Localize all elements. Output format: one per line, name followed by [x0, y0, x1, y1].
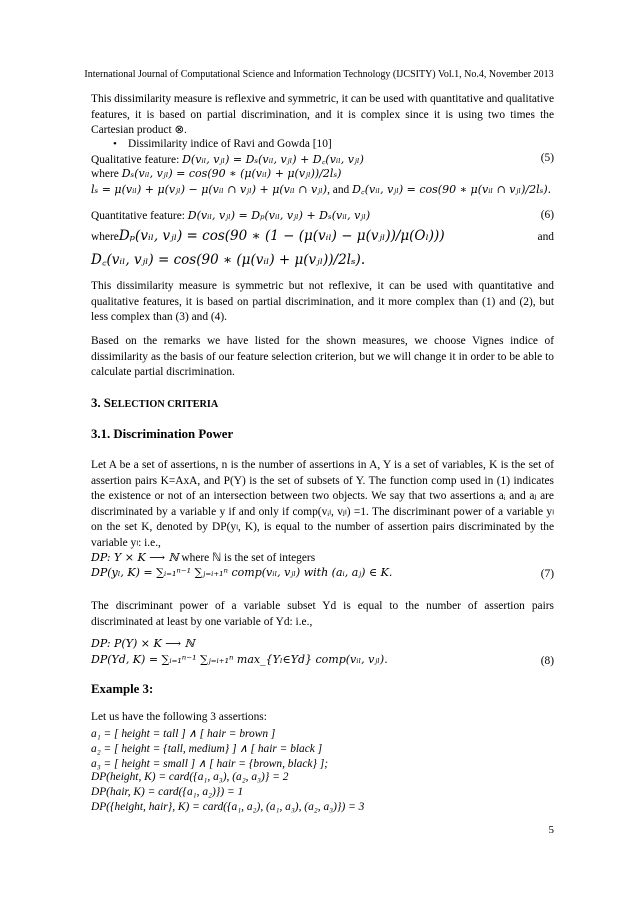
where-label: where: [91, 168, 122, 180]
equation-7: DP(yₗ, K) = ∑ᵢ₌₁ⁿ⁻¹ ∑ⱼ₌ᵢ₊₁ⁿ comp(vᵢₗ, vⱼₗ) with (aᵢ, aⱼ) ∈ K.: [91, 566, 393, 579]
equation-number-7: (7): [540, 568, 554, 580]
dp-map-line: [91, 550, 315, 564]
dp2-map-line: [91, 637, 195, 650]
example-line: DP(height, K) = card({a₁, a₃), (a₂, a₃)} = 2: [91, 771, 289, 783]
ls-equation: lₛ = μ(vᵢₗ) + μ(vⱼₗ) − μ(vᵢₗ ∩ vⱼₗ) + μ(vᵢₗ ∩ vⱼₗ): [91, 183, 328, 196]
quantitative-label: Quantitative feature:: [91, 210, 188, 222]
example-line: a₁ = [ height = tall ] ∧ [ hair = brown ]: [91, 728, 276, 740]
quantitative-line: [91, 209, 370, 222]
dc2-equation: D꜀(vᵢₗ, vⱼₗ) = cos(90 ∗ (μ(vᵢₗ) + μ(vⱼₗ))/2lₛ).: [91, 252, 366, 268]
paragraph-3: Based on the remarks we have listed for the shown measures, we choose Vignes indice of dissimilarity as the basis of our feature selection criterion, but we will change it in order to be able to calculate partial discrimination.: [91, 335, 554, 379]
example-3-heading: Example 3:: [91, 682, 154, 696]
and-label: and: [537, 231, 554, 243]
journal-header: International Journal of Computational Science and Information Technology (IJCSITY) Vol.1, No.4, November 2013: [84, 69, 554, 80]
bullet-ravi-gowda: Dissimilarity indice of Ravi and Gowda [10]: [128, 138, 332, 150]
ls-line: [91, 182, 551, 197]
ds-equation: Dₛ(vᵢₗ, vⱼₗ) = cos(90 ∗ (μ(vᵢₗ) + μ(vⱼₗ))/2lₛ): [121, 167, 342, 180]
page-number: 5: [548, 824, 554, 836]
and-text: , and: [327, 184, 353, 196]
paragraph-1: This dissimilarity measure is reflexive and symmetric, it can be used with quantitative and qualitative features, it is based on partial discrimination, and it is complex since it is using two times the Cartesian product ⊗.: [91, 93, 554, 137]
qualitative-line: [91, 152, 364, 167]
example-line: a₃ = [ height = small ] ∧ [ hair = {brown, black} ];: [91, 758, 329, 770]
equation-6: D(vᵢₗ, vⱼₗ) = Dₚ(vᵢₗ, vⱼₗ) + Dₛ(vᵢₗ, vⱼₗ): [187, 209, 371, 222]
bullet-icon: •: [113, 138, 117, 150]
where-label-2: where: [91, 231, 119, 243]
example-line: DP({height, hair}, K) = card({a₁, a₂), (a₁, a₃), (a₂, a₃)}) = 3: [91, 801, 365, 813]
dp2-eq-line: [91, 653, 388, 666]
where-line-1: [91, 167, 341, 180]
example-line: DP(hair, K) = card({a₁, a₂)}) = 1: [91, 786, 244, 798]
equation-5: D(vᵢₗ, vⱼₗ) = Dₛ(vᵢₗ, vⱼₗ) + D꜀(vᵢₗ, vⱼₗ): [182, 153, 364, 166]
example-intro: Let us have the following 3 assertions:: [91, 711, 267, 723]
equation-8: DP(Yd, K) = ∑ᵢ₌₁ⁿ⁻¹ ∑ⱼ₌ᵢ₊₁ⁿ max_{Yₗ∈Yd} comp(vᵢₗ, vⱼₗ).: [91, 653, 388, 666]
paragraph-5: The discriminant power of a variable subset Yd is equal to the number of assertion pairs discriminated at least by one variable of Yd: i.e.,: [91, 600, 554, 628]
dc-equation: D꜀(vᵢₗ, vⱼₗ) = cos(90 ∗ μ(vᵢₗ ∩ vⱼₗ)/2lₛ).: [352, 183, 552, 196]
section-3-heading: 3. SELECTION CRITERIA: [91, 396, 219, 410]
paragraph-2: This dissimilarity measure is symmetric but not reflexive, it can be used with quantitative and qualitative features, it is based on partial discrimination, and it more complex than (1) and (2), but less complex than (3) and (4).: [91, 280, 554, 324]
equation-number-8: (8): [540, 655, 554, 667]
where-line-2: [91, 228, 445, 244]
dp-map-note: where ℕ is the set of integers: [178, 552, 316, 564]
paragraph-4: Let A be a set of assertions, n is the number of assertions in A, Y is a set of variables, K is the set of assertion pairs K=AxA, and P(Y) is the set of subsets of Y. The function comp used in (1) indicates the existence or not of an intersection between two objects. We say that two assertions aᵢ and aⱼ are discriminated by a variable y if and only if comp(vᵢₗ, vⱼₗ) =1. The discriminant power of a variable yₗ on the set K, denoted by DP(yₗ, K), is equal to the number of assertion pairs discriminated by the variable yₗ: i.e.,: [91, 459, 554, 549]
dp-equation: Dₚ(vᵢₗ, vⱼₗ) = cos(90 ∗ (1 − (μ(vᵢₗ) − μ(vⱼₗ))/μ(Oₗ))): [118, 228, 445, 244]
dp-eq-line: [91, 566, 392, 579]
qualitative-label: Qualitative feature:: [91, 154, 183, 166]
dc2-line: [91, 250, 365, 268]
equation-number-5: (5): [540, 152, 554, 164]
section-3-1-heading: 3.1. Discrimination Power: [91, 427, 234, 441]
dp2-map: DP: P(Y) × K ⟶ ℕ: [91, 637, 195, 650]
equation-number-6: (6): [540, 209, 554, 221]
example-line: a₂ = [ height = {tall, medium} ] ∧ [ hair = black ]: [91, 743, 323, 755]
dp-map: DP: Y × K ⟶ ℕ: [91, 551, 179, 564]
